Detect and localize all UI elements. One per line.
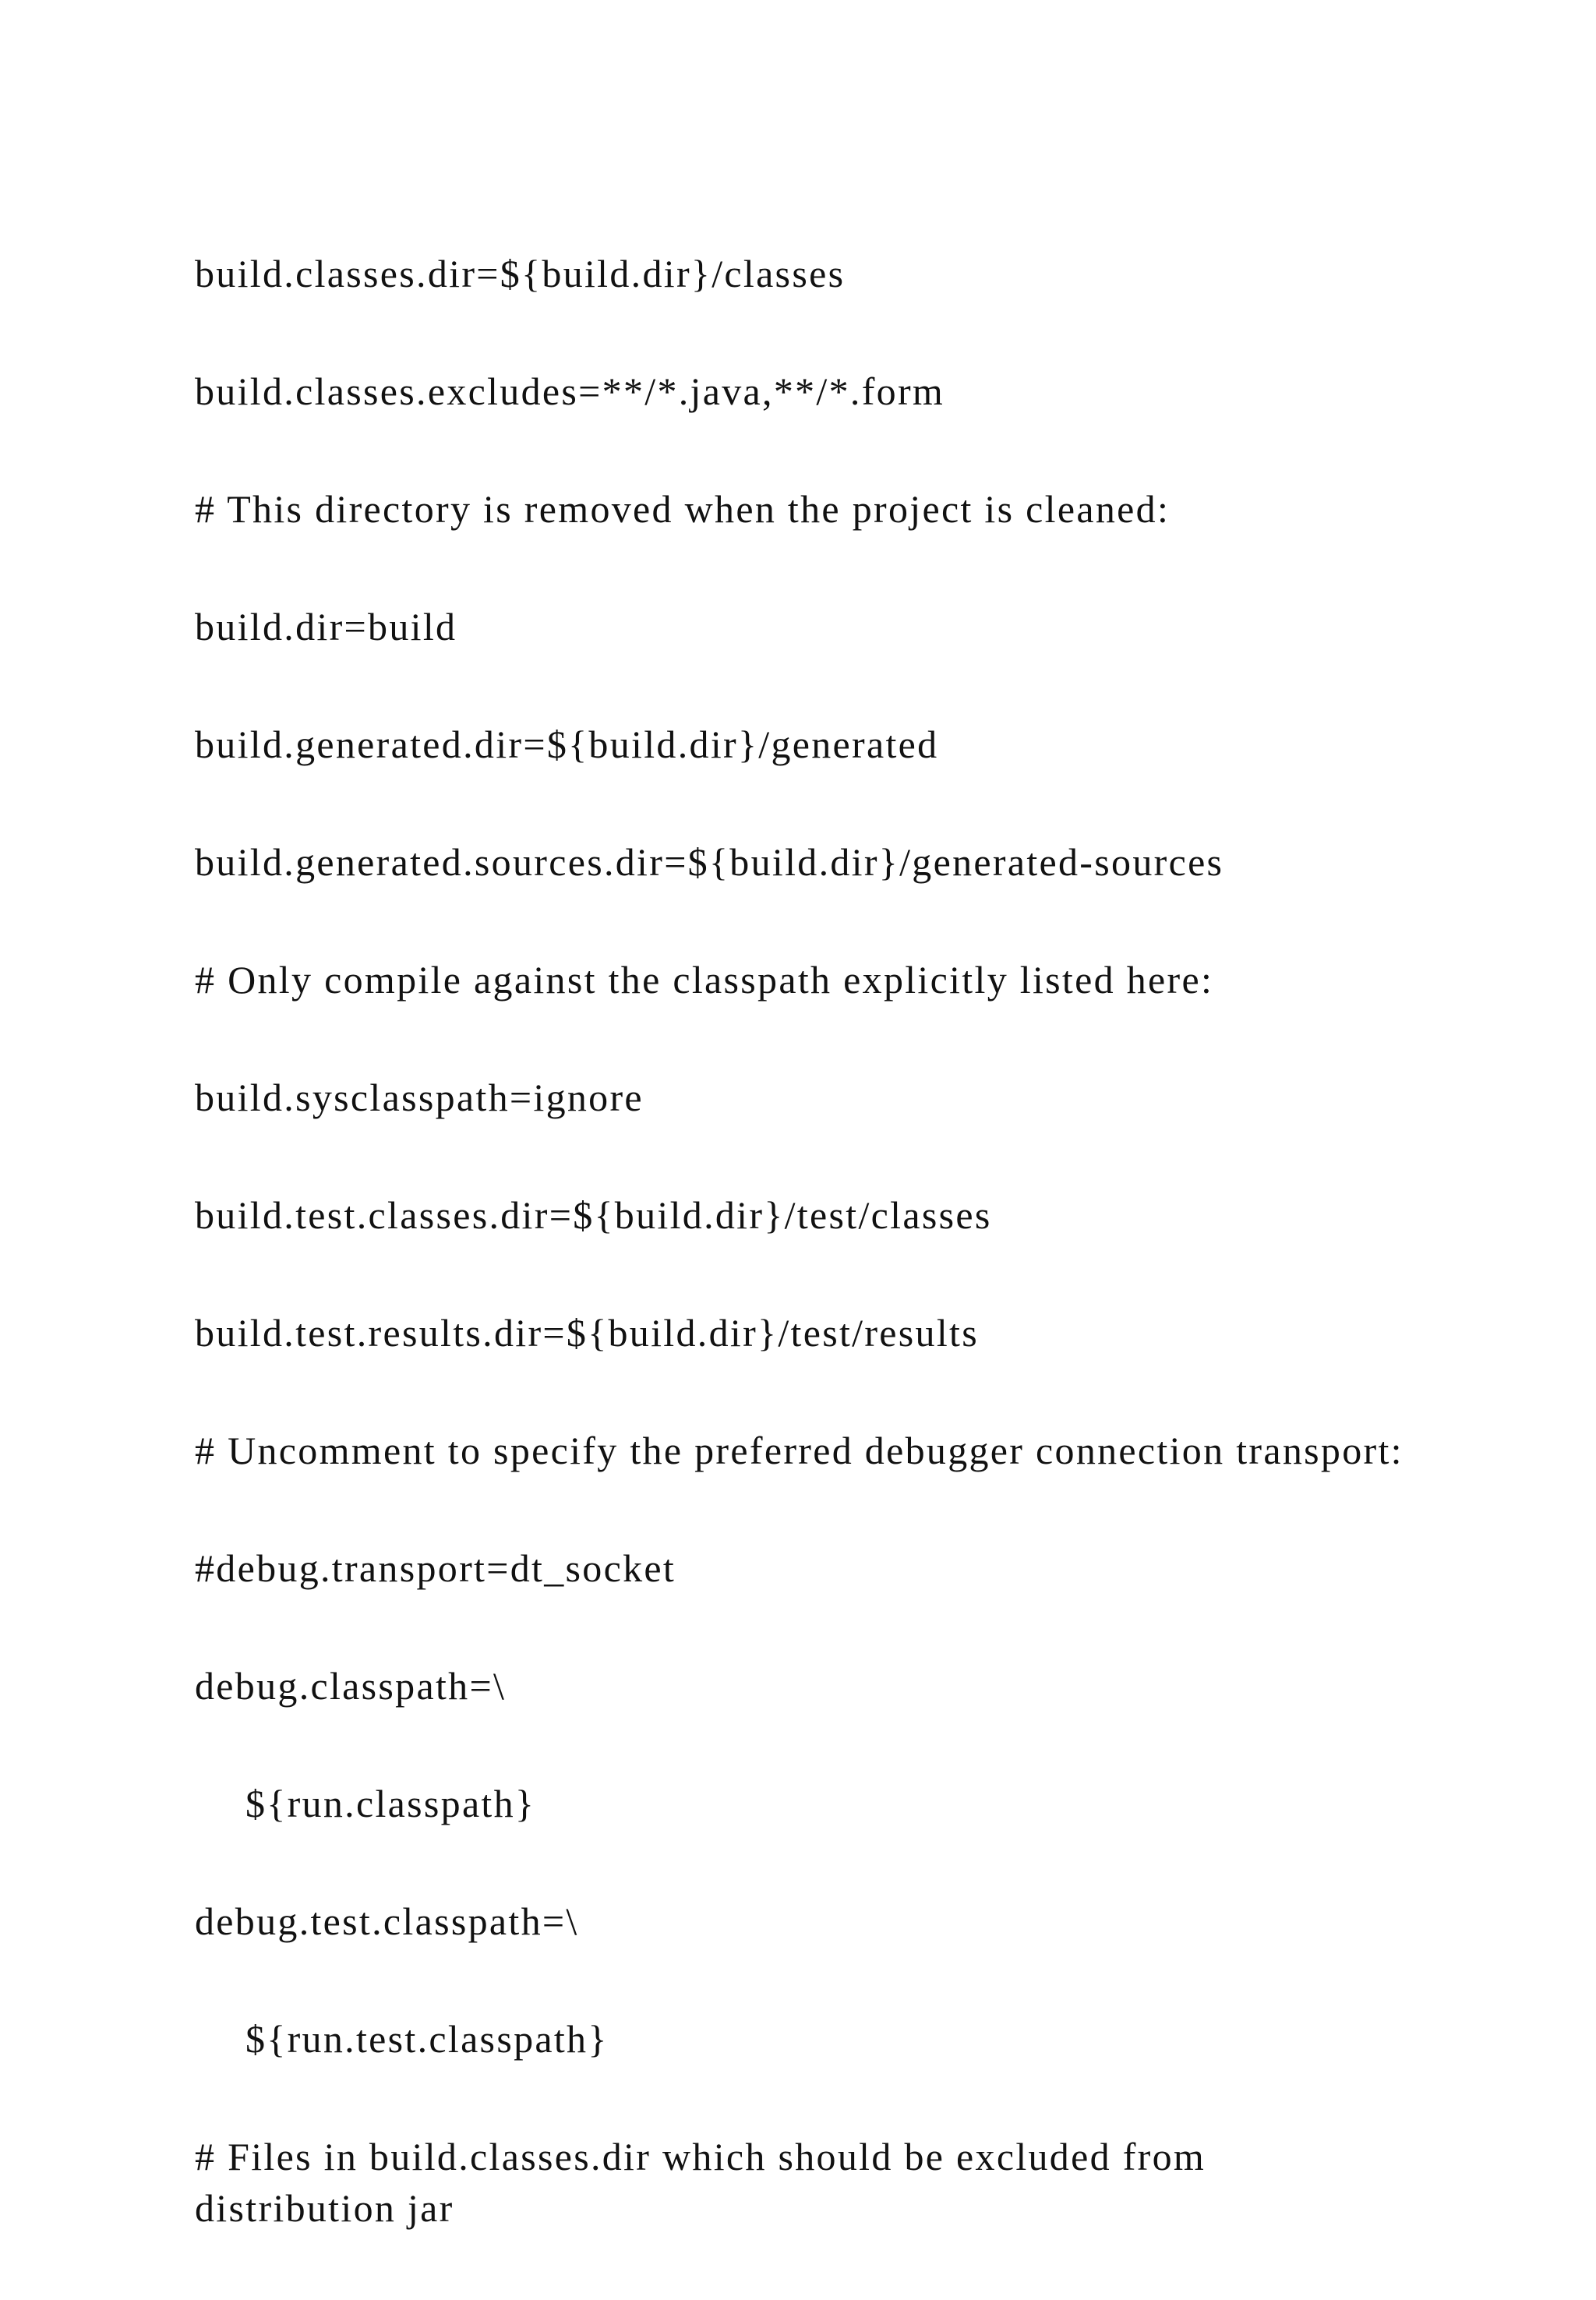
property-line: build.dir=build	[195, 605, 457, 648]
property-line: debug.test.classpath=\	[195, 1899, 579, 1943]
document-content	[195, 248, 1411, 2300]
property-line: build.generated.sources.dir=${build.dir}/generated-sources	[195, 840, 1224, 884]
property-line: build.classes.dir=${build.dir}/classes	[195, 252, 846, 295]
property-line: debug.classpath=\	[195, 1664, 507, 1708]
property-line: build.test.classes.dir=${build.dir}/test/classes	[195, 1193, 992, 1237]
comment-line: # Uncomment to specify the preferred debugger connection transport:	[195, 1429, 1404, 1472]
property-line: build.sysclasspath=ignore	[195, 1076, 644, 1119]
continuation-line: ${run.classpath}	[245, 1782, 536, 1825]
comment-line: # Files in build.classes.dir which should be excluded from distribution jar	[195, 2135, 1217, 2230]
property-line: build.classes.excludes=**/*.java,**/*.form	[195, 369, 945, 413]
property-line: build.test.results.dir=${build.dir}/test/results	[195, 1311, 979, 1355]
continuation-line: ${run.test.classpath}	[245, 2017, 609, 2061]
property-line: build.generated.dir=${build.dir}/generated	[195, 723, 939, 766]
comment-line: # This directory is removed when the project is cleaned:	[195, 487, 1171, 531]
comment-line: # Only compile against the classpath explicitly listed here:	[195, 958, 1214, 1002]
commented-property-line: #debug.transport=dt_socket	[195, 1546, 676, 1590]
